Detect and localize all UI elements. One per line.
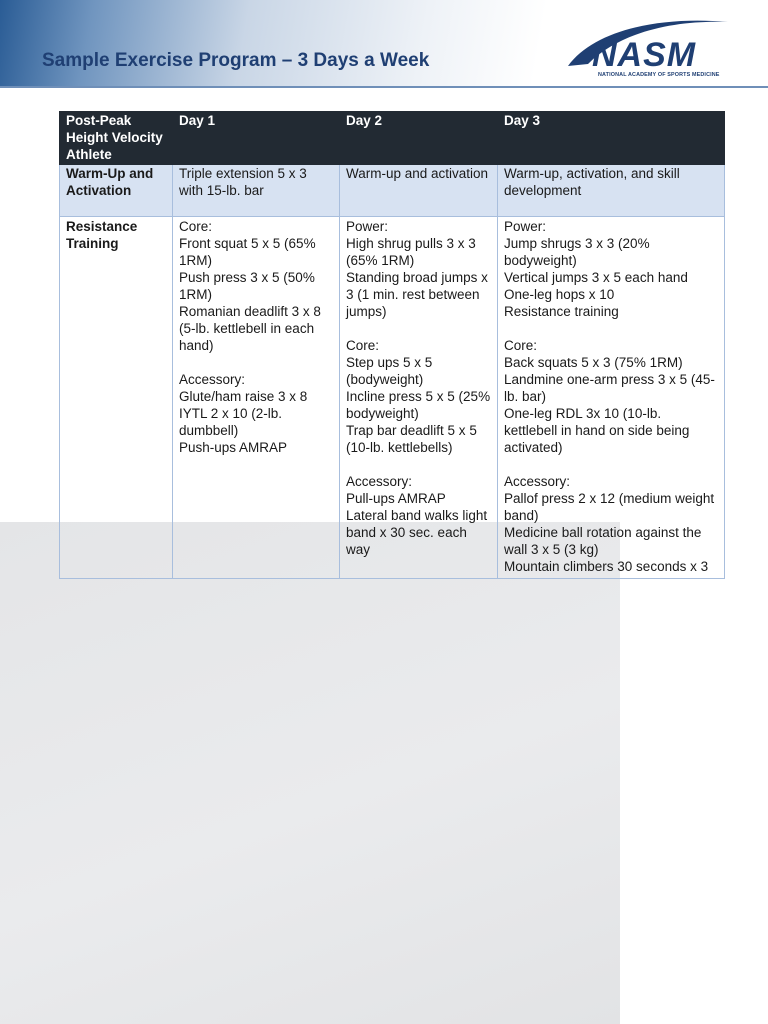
exercise-line: Pallof press 2 x 12 (medium weight band) [504, 491, 715, 523]
exercise-line: Lateral band walks light band x 30 sec. each way [346, 508, 488, 557]
exercise-line: Resistance training [504, 304, 619, 319]
exercise-line: Power: [504, 219, 547, 234]
exercise-line: Vertical jumps 3 x 5 each hand [504, 270, 688, 285]
exercise-line: Core: [504, 338, 538, 353]
row-label-warmup: Warm-Up and Activation [60, 165, 173, 217]
column-header-day-1: Day 1 [173, 112, 340, 165]
logo-subtitle: NATIONAL ACADEMY OF SPORTS MEDICINE [598, 72, 720, 78]
table-header-row [60, 112, 725, 165]
exercise-line: One-leg RDL 3x 10 (10-lb. kettlebell in hand on side being activated) [504, 406, 690, 455]
exercise-line: Incline press 5 x 5 (25% bodyweight) [346, 389, 491, 421]
logo-wordmark: NASM [592, 36, 697, 72]
exercise-line: Glute/ham raise 3 x 8 [179, 389, 308, 404]
exercise-line: Core: [179, 219, 213, 234]
warmup-day-1-cell [173, 165, 340, 217]
exercise-line: Accessory: [346, 474, 413, 489]
exercise-line: Landmine one-arm press 3 x 5 (45-lb. bar) [504, 372, 715, 404]
spacer-line [179, 354, 333, 371]
table-row-resistance [60, 217, 725, 579]
spacer-line [346, 320, 491, 337]
exercise-line: Pull-ups AMRAP [346, 491, 446, 506]
column-header-athlete: Post-Peak Height Velocity Athlete [60, 112, 173, 165]
exercise-line: IYTL 2 x 10 (2-lb. dumbbell) [179, 406, 283, 438]
exercise-line: Trap bar deadlift 5 x 5 (10-lb. kettlebells) [346, 423, 477, 455]
exercise-line: Warm-up and activation [346, 166, 489, 181]
resistance-day-1-cell [173, 217, 340, 579]
column-header-day-2: Day 2 [340, 112, 498, 165]
exercise-line: Front squat 5 x 5 (65% 1RM) [179, 236, 316, 268]
resistance-day-2-cell [340, 217, 498, 579]
exercise-line: Triple extension 5 x 3 with 15-lb. bar [179, 166, 307, 198]
exercise-line: Push press 3 x 5 (50% 1RM) [179, 270, 315, 302]
row-label-resistance: Resistance Training [60, 217, 173, 579]
background-panel [0, 522, 620, 1024]
exercise-line: Push-ups AMRAP [179, 440, 288, 455]
exercise-line: Standing broad jumps x 3 (1 min. rest between jumps) [346, 270, 488, 319]
exercise-line: Warm-up, activation, and skill development [504, 166, 680, 198]
exercise-line: Medicine ball rotation against the wall 3 x 5 (3 kg) [504, 525, 702, 557]
exercise-line: High shrug pulls 3 x 3 (65% 1RM) [346, 236, 476, 268]
exercise-line: Romanian deadlift 3 x 8 (5-lb. kettlebell in each hand) [179, 304, 321, 353]
resistance-day-3-cell [498, 217, 725, 579]
exercise-program-table [59, 111, 725, 579]
exercise-line: Step ups 5 x 5 (bodyweight) [346, 355, 433, 387]
table-row-warmup [60, 165, 725, 217]
exercise-line: Accessory: [179, 372, 246, 387]
warmup-day-2-cell [340, 165, 498, 217]
header-divider [0, 86, 768, 88]
exercise-line: Back squats 5 x 3 (75% 1RM) [504, 355, 683, 370]
exercise-line: Mountain climbers 30 seconds x 3 [504, 559, 709, 574]
spacer-line [504, 320, 718, 337]
exercise-line: Accessory: [504, 474, 571, 489]
spacer-line [346, 456, 491, 473]
page-title: Sample Exercise Program – 3 Days a Week [42, 50, 430, 71]
nasm-logo [564, 16, 732, 82]
exercise-line: Jump shrugs 3 x 3 (20% bodyweight) [504, 236, 650, 268]
exercise-line: Core: [346, 338, 380, 353]
spacer-line [504, 456, 718, 473]
warmup-day-3-cell [498, 165, 725, 217]
nasm-swoosh-icon [564, 16, 732, 72]
exercise-line: One-leg hops x 10 [504, 287, 615, 302]
column-header-day-3: Day 3 [498, 112, 725, 165]
exercise-line: Power: [346, 219, 389, 234]
